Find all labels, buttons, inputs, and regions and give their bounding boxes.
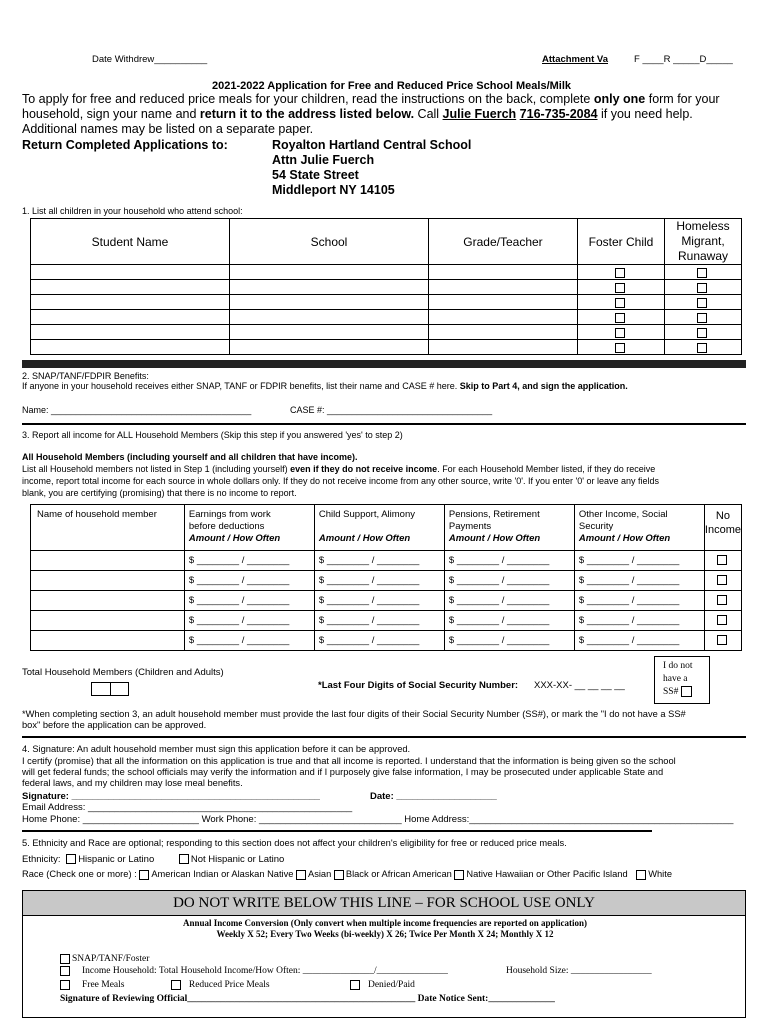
race-ai-checkbox[interactable]: [139, 870, 149, 880]
intro-line1: To apply for free and reduced price meals for your children, read the instructions on the back, complete only one form for your: [22, 92, 720, 106]
no-income-checkbox[interactable]: [717, 575, 727, 585]
step2-label: 2. SNAP/TANF/FDPIR Benefits:: [22, 371, 149, 381]
foster-checkbox[interactable]: [615, 283, 625, 293]
member-name-input[interactable]: [31, 611, 185, 631]
student-name-input[interactable]: [31, 265, 230, 280]
school-input[interactable]: [230, 340, 429, 355]
col-grade-teacher: Grade/Teacher: [429, 219, 578, 265]
step4-text2: will get federal funds; the school officials may verify the information and if I purposely give false information, I may be prosecuted under applicable State and: [22, 767, 664, 777]
school-input[interactable]: [230, 295, 429, 310]
table-row: [31, 631, 742, 651]
earnings-input[interactable]: $ ________ / ________: [184, 611, 314, 631]
email-field[interactable]: Email Address: __________________________________________________: [22, 802, 353, 813]
col-other-income: Other Income, Social Security Amount / How Often: [574, 505, 704, 551]
child-support-input[interactable]: $ ________ / ________: [314, 611, 444, 631]
grade-input[interactable]: [429, 295, 578, 310]
step1-label: 1. List all children in your household who attend school:: [22, 206, 243, 216]
return-label: Return Completed Applications to:: [22, 138, 228, 152]
other-income-input[interactable]: $ ________ / ________: [574, 551, 704, 571]
return-address: Royalton Hartland Central School Attn Julie Fuerch 54 State Street Middleport NY 14105: [272, 138, 472, 197]
no-income-checkbox[interactable]: [717, 555, 727, 565]
total-members-box[interactable]: [91, 682, 129, 696]
child-support-input[interactable]: $ ________ / ________: [314, 591, 444, 611]
col-homeless: Homeless Migrant, Runaway: [665, 219, 742, 265]
step3-label: 3. Report all income for ALL Household Members (Skip this step if you answered 'yes' to step 2): [22, 430, 403, 440]
other-income-input[interactable]: $ ________ / ________: [574, 611, 704, 631]
income-household-row: Income Household: Total Household Income/How Often: _______________/_______________: [60, 966, 448, 976]
grade-input[interactable]: [429, 265, 578, 280]
total-members-label: Total Household Members (Children and Adults): [22, 667, 224, 678]
ethnicity-row: Ethnicity: Hispanic or Latino Not Hispanic or Latino: [22, 854, 285, 865]
frd-codes: F ____R _____D_____: [634, 54, 733, 65]
other-income-input[interactable]: $ ________ / ________: [574, 591, 704, 611]
official-signature-field[interactable]: Signature of Reviewing Official________________________________________________ Date Notice Sent:______________: [60, 994, 555, 1004]
school-input[interactable]: [230, 265, 429, 280]
divider: [22, 423, 746, 425]
step3-text3: blank, you are certifying (promising) that there is no income to report.: [22, 488, 297, 498]
income-household-checkbox[interactable]: [60, 966, 70, 976]
step3-text1: List all Household members not listed in Step 1 (including yourself) even if they do not receive income. For each Household Member listed, if they do receive: [22, 464, 656, 474]
other-income-input[interactable]: $ ________ / ________: [574, 571, 704, 591]
table-row: [31, 280, 742, 295]
table-row: [31, 310, 742, 325]
col-member-name: Name of household member: [31, 505, 185, 551]
foster-checkbox[interactable]: [615, 313, 625, 323]
no-income-checkbox[interactable]: [717, 635, 727, 645]
member-name-input[interactable]: [31, 591, 185, 611]
divider: [22, 736, 746, 738]
step4-text1: I certify (promise) that all the information on this application is true and that all income is reported. I understand that the information is being given so the school: [22, 756, 676, 766]
grade-input[interactable]: [429, 340, 578, 355]
school-input[interactable]: [230, 280, 429, 295]
earnings-input[interactable]: $ ________ / ________: [184, 571, 314, 591]
conversion-line1: Annual Income Conversion (Only convert when multiple income frequencies are reported on application): [183, 918, 587, 928]
race-black-checkbox[interactable]: [334, 870, 344, 880]
homeless-checkbox[interactable]: [697, 283, 707, 293]
pensions-input[interactable]: $ ________ / ________: [444, 591, 574, 611]
col-no-income: No Income: [704, 505, 741, 551]
race-nh-checkbox[interactable]: [454, 870, 464, 880]
divider: [22, 830, 652, 832]
table-row: [31, 340, 742, 355]
table-row: [31, 295, 742, 310]
student-name-input[interactable]: [31, 325, 230, 340]
col-child-support: Child Support, Alimony Amount / How Often: [314, 505, 444, 551]
ssn-note2: box" before the application can be approved.: [22, 720, 207, 730]
student-name-input[interactable]: [31, 340, 230, 355]
earnings-input[interactable]: $ ________ / ________: [184, 551, 314, 571]
determination-row: Free Meals Reduced Price Meals Denied/Paid: [60, 980, 415, 990]
no-income-checkbox[interactable]: [717, 595, 727, 605]
homeless-checkbox[interactable]: [697, 298, 707, 308]
hispanic-checkbox[interactable]: [66, 854, 76, 864]
child-support-input[interactable]: $ ________ / ________: [314, 571, 444, 591]
date-field[interactable]: Date: ___________________: [370, 791, 497, 802]
homeless-checkbox[interactable]: [697, 268, 707, 278]
student-name-input[interactable]: [31, 310, 230, 325]
pensions-input[interactable]: $ ________ / ________: [444, 571, 574, 591]
step3-text2: income, report total income for each source in whole dollars only. If they do not receive income from any other source, write '0'. If you enter '0' or leave any fields: [22, 476, 660, 486]
table-row: [31, 611, 742, 631]
date-withdrew: Date Withdrew__________: [92, 54, 208, 65]
school-input[interactable]: [230, 325, 429, 340]
student-name-input[interactable]: [31, 295, 230, 310]
snap-name-field[interactable]: Name: ________________________________________: [22, 405, 252, 415]
income-table: [30, 504, 742, 651]
step4-label: 4. Signature: An adult household member must sign this application before it can be approved.: [22, 744, 411, 754]
foster-checkbox[interactable]: [615, 343, 625, 353]
not-hispanic-checkbox[interactable]: [179, 854, 189, 864]
foster-checkbox[interactable]: [615, 298, 625, 308]
table-row: [31, 265, 742, 280]
col-school: School: [230, 219, 429, 265]
step4-text3: federal laws, and my children may lose meal benefits.: [22, 778, 243, 788]
conversion-line2: Weekly X 52; Every Two Weeks (bi-weekly) X 26; Twice Per Month X 24; Monthly X 12: [216, 929, 554, 939]
foster-checkbox[interactable]: [615, 328, 625, 338]
table-row: [31, 571, 742, 591]
homeless-checkbox[interactable]: [697, 343, 707, 353]
member-name-input[interactable]: [31, 551, 185, 571]
member-name-input[interactable]: [31, 571, 185, 591]
no-income-checkbox[interactable]: [717, 615, 727, 625]
snap-case-field[interactable]: CASE #: _________________________________: [290, 405, 493, 415]
race-row: Race (Check one or more) : American Indian or Alaskan Native Asian Black or African American Native Hawaiian or Other Pacific Island White: [22, 869, 672, 879]
homeless-checkbox[interactable]: [697, 328, 707, 338]
other-income-input[interactable]: $ ________ / ________: [574, 631, 704, 651]
snap-checkbox[interactable]: [60, 954, 70, 964]
attachment-label: Attachment Va: [542, 54, 608, 65]
col-foster-child: Foster Child: [578, 219, 665, 265]
grade-input[interactable]: [429, 310, 578, 325]
step5-label: 5. Ethnicity and Race are optional; responding to this section does not affect your children's eligibility for free or reduced price meals.: [22, 838, 567, 848]
race-asian-checkbox[interactable]: [296, 870, 306, 880]
ssn-label: *Last Four Digits of Social Security Number:: [318, 680, 519, 691]
child-support-input[interactable]: $ ________ / ________: [314, 551, 444, 571]
col-student-name: Student Name: [31, 219, 230, 265]
child-support-input[interactable]: $ ________ / ________: [314, 631, 444, 651]
snap-row: SNAP/TANF/Foster: [60, 954, 149, 964]
free-meals-checkbox[interactable]: [60, 980, 70, 990]
student-name-input[interactable]: [31, 280, 230, 295]
table-row: [31, 591, 742, 611]
col-earnings: Earnings from work before deductions Amount / How Often: [184, 505, 314, 551]
homeless-checkbox[interactable]: [697, 313, 707, 323]
table-row: [31, 551, 742, 571]
children-table: [30, 218, 742, 355]
col-pensions: Pensions, Retirement Payments Amount / How Often: [444, 505, 574, 551]
step3-heading: All Household Members (including yourself and all children that have income).: [22, 452, 358, 462]
no-ssn-checkbox[interactable]: [681, 686, 692, 697]
intro-line2: household, sign your name and return it to the address listed below. Call Julie Fuerch 716-735-2084 if you need help.: [22, 107, 693, 121]
ssn-field[interactable]: XXX-XX- __ __ __ __: [534, 680, 625, 691]
grade-input[interactable]: [429, 280, 578, 295]
section-divider: [22, 360, 746, 368]
school-input[interactable]: [230, 310, 429, 325]
reduced-meals-checkbox[interactable]: [171, 980, 181, 990]
race-white-checkbox[interactable]: [636, 870, 646, 880]
pensions-input[interactable]: $ ________ / ________: [444, 631, 574, 651]
earnings-input[interactable]: $ ________ / ________: [184, 591, 314, 611]
member-name-input[interactable]: [31, 631, 185, 651]
table-row: [31, 325, 742, 340]
ssn-note1: *When completing section 3, an adult household member must provide the last four digits of their Social Security Number (SS#), or mark the "I do not have a SS#: [22, 709, 686, 719]
intro-line3: Additional names may be listed on a separate paper.: [22, 122, 314, 136]
signature-field[interactable]: Signature: _______________________________________________: [22, 791, 320, 802]
phone-address-fields[interactable]: Home Phone: ______________________ Work Phone: ___________________________ Home Address:__________________________________________________: [22, 814, 734, 825]
office-banner: DO NOT WRITE BELOW THIS LINE – FOR SCHOOL USE ONLY: [23, 891, 745, 916]
no-ssn-box: I do not have a SS#: [654, 656, 710, 704]
pensions-input[interactable]: $ ________ / ________: [444, 551, 574, 571]
foster-checkbox[interactable]: [615, 268, 625, 278]
household-size-field[interactable]: Household Size: _________________: [506, 966, 652, 976]
denied-checkbox[interactable]: [350, 980, 360, 990]
pensions-input[interactable]: $ ________ / ________: [444, 611, 574, 631]
grade-input[interactable]: [429, 325, 578, 340]
step2-text: If anyone in your household receives either SNAP, TANF or FDPIR benefits, list their name and CASE # here. Skip to Part 4, and sign the application.: [22, 381, 628, 391]
page-title: 2021-2022 Application for Free and Reduced Price School Meals/Milk: [212, 80, 572, 92]
earnings-input[interactable]: $ ________ / ________: [184, 631, 314, 651]
